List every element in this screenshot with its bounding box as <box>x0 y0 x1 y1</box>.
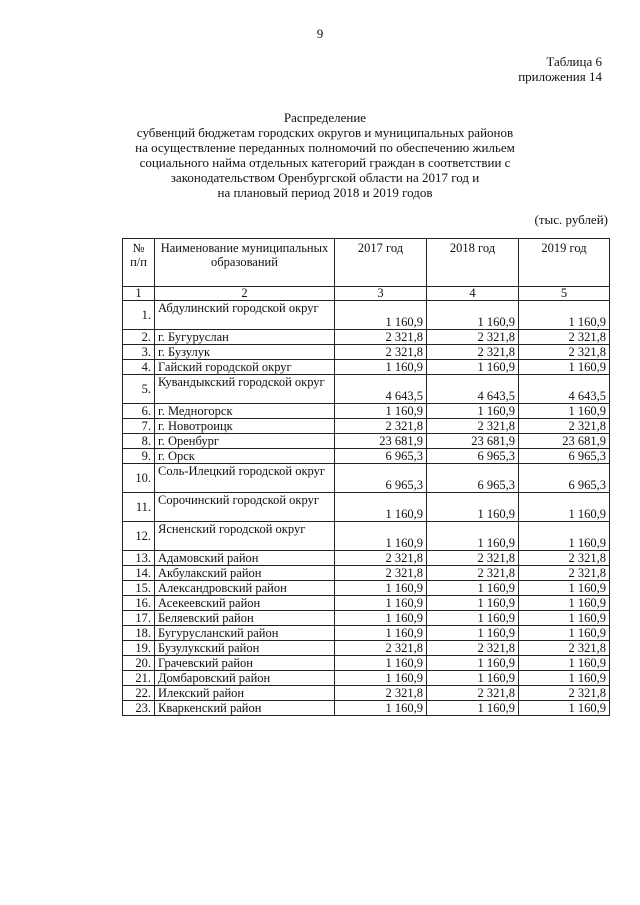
value-2017: 2 321,8 <box>335 566 427 581</box>
municipality-name: г. Бузулук <box>155 345 335 360</box>
municipality-name: Сорочинский городской округ <box>155 493 335 522</box>
table-row <box>123 464 610 493</box>
column-index-row <box>123 287 610 301</box>
title-line-4: социального найма отдельных категорий граждан в соответствии с <box>139 155 511 170</box>
value-2018: 6 965,3 <box>427 464 519 493</box>
table-row <box>123 493 610 522</box>
municipality-name: Адамовский район <box>155 551 335 566</box>
municipality-name: Ясненский городской округ <box>155 522 335 551</box>
table-ref-line-1: Таблица 6 <box>546 54 602 69</box>
value-2018: 6 965,3 <box>427 449 519 464</box>
row-number: 19. <box>123 641 155 656</box>
value-2018: 4 643,5 <box>427 375 519 404</box>
table-row <box>123 596 610 611</box>
row-number: 3. <box>123 345 155 360</box>
value-2019: 1 160,9 <box>519 360 610 375</box>
row-number: 10. <box>123 464 155 493</box>
table-body <box>123 301 610 716</box>
municipality-name: Кваркенский район <box>155 701 335 716</box>
value-2019: 1 160,9 <box>519 301 610 330</box>
value-2019: 1 160,9 <box>519 626 610 641</box>
title-line-3: на осуществление переданных полномочий по обеспечению жильем <box>135 140 515 155</box>
header-2017: 2017 год <box>335 239 427 287</box>
value-2018: 1 160,9 <box>427 522 519 551</box>
municipality-name: Александровский район <box>155 581 335 596</box>
table-row <box>123 566 610 581</box>
document-title <box>110 110 540 200</box>
value-2018: 2 321,8 <box>427 419 519 434</box>
value-2017: 1 160,9 <box>335 596 427 611</box>
value-2018: 1 160,9 <box>427 404 519 419</box>
municipality-name: Илекский район <box>155 686 335 701</box>
municipality-name: Беляевский район <box>155 611 335 626</box>
municipality-name: Абдулинский городской округ <box>155 301 335 330</box>
column-index: 5 <box>519 287 610 301</box>
value-2018: 1 160,9 <box>427 301 519 330</box>
row-number: 9. <box>123 449 155 464</box>
table-row <box>123 551 610 566</box>
value-2017: 1 160,9 <box>335 611 427 626</box>
row-number: 1. <box>123 301 155 330</box>
value-2018: 1 160,9 <box>427 671 519 686</box>
value-2018: 2 321,8 <box>427 566 519 581</box>
value-2017: 23 681,9 <box>335 434 427 449</box>
row-number: 21. <box>123 671 155 686</box>
column-index: 4 <box>427 287 519 301</box>
value-2017: 2 321,8 <box>335 419 427 434</box>
units-label: (тыс. рублей) <box>534 212 608 227</box>
table-row <box>123 360 610 375</box>
value-2017: 1 160,9 <box>335 301 427 330</box>
column-index: 3 <box>335 287 427 301</box>
municipality-name: Грачевский район <box>155 656 335 671</box>
value-2019: 2 321,8 <box>519 419 610 434</box>
municipality-name: Домбаровский район <box>155 671 335 686</box>
value-2017: 1 160,9 <box>335 581 427 596</box>
value-2017: 2 321,8 <box>335 551 427 566</box>
value-2018: 2 321,8 <box>427 345 519 360</box>
value-2018: 1 160,9 <box>427 596 519 611</box>
table-row <box>123 301 610 330</box>
municipality-name: Бузулукский район <box>155 641 335 656</box>
municipality-name: г. Медногорск <box>155 404 335 419</box>
value-2019: 1 160,9 <box>519 493 610 522</box>
row-number: 14. <box>123 566 155 581</box>
value-2017: 6 965,3 <box>335 464 427 493</box>
table-row <box>123 375 610 404</box>
value-2019: 6 965,3 <box>519 464 610 493</box>
table-row <box>123 611 610 626</box>
value-2019: 4 643,5 <box>519 375 610 404</box>
table-ref-line-2: приложения 14 <box>518 69 602 84</box>
row-number: 16. <box>123 596 155 611</box>
table-row <box>123 449 610 464</box>
value-2017: 1 160,9 <box>335 522 427 551</box>
value-2017: 2 321,8 <box>335 330 427 345</box>
value-2019: 1 160,9 <box>519 581 610 596</box>
value-2017: 1 160,9 <box>335 493 427 522</box>
row-number: 4. <box>123 360 155 375</box>
value-2018: 1 160,9 <box>427 701 519 716</box>
municipality-name: г. Бугуруслан <box>155 330 335 345</box>
row-number: 7. <box>123 419 155 434</box>
value-2019: 2 321,8 <box>519 330 610 345</box>
table-row <box>123 330 610 345</box>
municipality-name: Бугурусланский район <box>155 626 335 641</box>
row-number: 23. <box>123 701 155 716</box>
value-2019: 6 965,3 <box>519 449 610 464</box>
value-2019: 2 321,8 <box>519 345 610 360</box>
row-number: 8. <box>123 434 155 449</box>
table-row <box>123 522 610 551</box>
table-row <box>123 404 610 419</box>
value-2019: 1 160,9 <box>519 522 610 551</box>
value-2017: 1 160,9 <box>335 656 427 671</box>
table-row <box>123 434 610 449</box>
row-number: 2. <box>123 330 155 345</box>
municipality-name: Соль-Илецкий городской округ <box>155 464 335 493</box>
row-number: 13. <box>123 551 155 566</box>
table-row <box>123 581 610 596</box>
value-2018: 1 160,9 <box>427 360 519 375</box>
municipality-name: Гайский городской округ <box>155 360 335 375</box>
value-2017: 1 160,9 <box>335 360 427 375</box>
value-2018: 23 681,9 <box>427 434 519 449</box>
title-line-2: субвенций бюджетам городских округов и муниципальных районов <box>136 125 514 140</box>
header-2019: 2019 год <box>519 239 610 287</box>
value-2019: 2 321,8 <box>519 551 610 566</box>
value-2018: 1 160,9 <box>427 581 519 596</box>
value-2018: 1 160,9 <box>427 656 519 671</box>
municipality-name: Акбулакский район <box>155 566 335 581</box>
column-index: 1 <box>123 287 155 301</box>
value-2018: 2 321,8 <box>427 686 519 701</box>
value-2018: 2 321,8 <box>427 330 519 345</box>
column-index: 2 <box>155 287 335 301</box>
row-number: 18. <box>123 626 155 641</box>
table-row <box>123 656 610 671</box>
title-line-5: законодательством Оренбургской области на 2017 год и <box>170 170 480 185</box>
value-2017: 6 965,3 <box>335 449 427 464</box>
municipality-name: Кувандыкский городской округ <box>155 375 335 404</box>
value-2019: 1 160,9 <box>519 596 610 611</box>
table-row <box>123 419 610 434</box>
header-num: № п/п <box>123 239 155 287</box>
value-2018: 1 160,9 <box>427 611 519 626</box>
value-2019: 1 160,9 <box>519 701 610 716</box>
table-row <box>123 671 610 686</box>
value-2018: 1 160,9 <box>427 626 519 641</box>
row-number: 15. <box>123 581 155 596</box>
title-line-1: Распределение <box>283 110 367 125</box>
row-number: 12. <box>123 522 155 551</box>
table-reference <box>518 54 602 84</box>
row-number: 17. <box>123 611 155 626</box>
row-number: 5. <box>123 375 155 404</box>
subsidy-table <box>122 238 610 716</box>
row-number: 20. <box>123 656 155 671</box>
table-row <box>123 701 610 716</box>
row-number: 11. <box>123 493 155 522</box>
value-2018: 2 321,8 <box>427 551 519 566</box>
title-line-6: на плановый период 2018 и 2019 годов <box>217 185 433 200</box>
value-2019: 2 321,8 <box>519 641 610 656</box>
value-2017: 4 643,5 <box>335 375 427 404</box>
value-2018: 2 321,8 <box>427 641 519 656</box>
table-row <box>123 345 610 360</box>
value-2019: 23 681,9 <box>519 434 610 449</box>
value-2017: 1 160,9 <box>335 671 427 686</box>
value-2017: 1 160,9 <box>335 626 427 641</box>
value-2019: 1 160,9 <box>519 404 610 419</box>
row-number: 22. <box>123 686 155 701</box>
value-2019: 1 160,9 <box>519 611 610 626</box>
table-header-row <box>123 239 610 287</box>
row-number: 6. <box>123 404 155 419</box>
value-2017: 1 160,9 <box>335 701 427 716</box>
value-2017: 2 321,8 <box>335 641 427 656</box>
value-2017: 2 321,8 <box>335 345 427 360</box>
municipality-name: г. Оренбург <box>155 434 335 449</box>
header-name: Наименование муниципальных образований <box>155 239 335 287</box>
table-row <box>123 641 610 656</box>
value-2019: 2 321,8 <box>519 686 610 701</box>
value-2017: 1 160,9 <box>335 404 427 419</box>
page-number: 9 <box>316 26 324 41</box>
value-2018: 1 160,9 <box>427 493 519 522</box>
municipality-name: г. Орск <box>155 449 335 464</box>
value-2019: 2 321,8 <box>519 566 610 581</box>
municipality-name: Асекеевский район <box>155 596 335 611</box>
value-2017: 2 321,8 <box>335 686 427 701</box>
municipality-name: г. Новотроицк <box>155 419 335 434</box>
value-2019: 1 160,9 <box>519 671 610 686</box>
table-row <box>123 686 610 701</box>
header-2018: 2018 год <box>427 239 519 287</box>
value-2019: 1 160,9 <box>519 656 610 671</box>
table-row <box>123 626 610 641</box>
